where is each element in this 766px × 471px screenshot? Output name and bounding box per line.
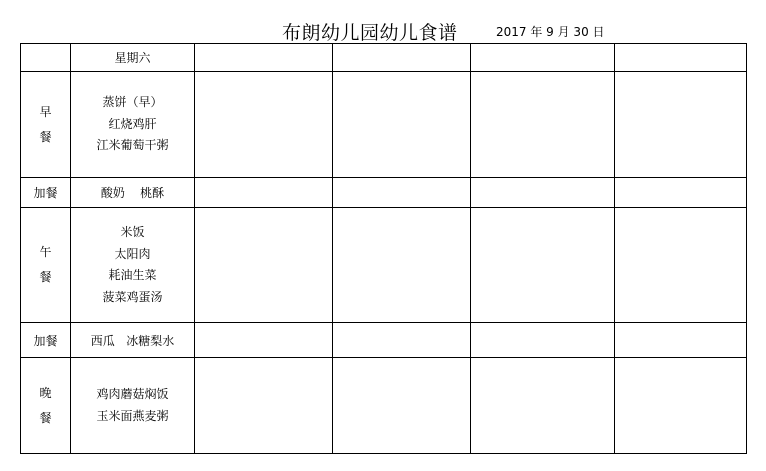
empty-cell (195, 323, 333, 358)
meal-header-cell (21, 44, 71, 72)
empty-cell (195, 72, 333, 178)
menu-date: 2017 年 9 月 30 日 (496, 25, 605, 39)
menu-item: 红烧鸡肝 (108, 116, 157, 131)
menu-item: 江米葡萄干粥 (96, 138, 169, 153)
menu-item: 菠菜鸡蛋汤 (102, 289, 163, 304)
menu-items-dinner (71, 358, 195, 454)
table-row-snack-afternoon (21, 323, 747, 358)
meal-label-dinner: 晚 餐 (21, 358, 71, 454)
empty-cell (333, 323, 471, 358)
menu-table (20, 43, 747, 454)
empty-cell (615, 358, 747, 454)
day-header-cell: 星期六 (71, 44, 195, 72)
empty-cell (615, 323, 747, 358)
table-row-snack-morning (21, 178, 747, 208)
empty-cell (471, 178, 615, 208)
table-row-breakfast (21, 72, 747, 178)
empty-cell (615, 72, 747, 178)
empty-cell (195, 358, 333, 454)
empty-cell (471, 323, 615, 358)
empty-cell (615, 44, 747, 72)
empty-cell (333, 72, 471, 178)
empty-cell (471, 358, 615, 454)
empty-cell (471, 44, 615, 72)
empty-cell (471, 72, 615, 178)
empty-cell (615, 178, 747, 208)
empty-cell (471, 208, 615, 323)
meal-label-breakfast: 早 餐 (21, 72, 71, 178)
empty-cell (615, 208, 747, 323)
meal-label-snack: 加餐 (21, 323, 71, 358)
menu-item: 鸡肉蘑菇焖饭 (96, 387, 169, 401)
table-row-dinner (21, 358, 747, 454)
menu-item: 耗油生菜 (108, 268, 157, 282)
menu-item: 米饭 (120, 225, 145, 239)
empty-cell (333, 358, 471, 454)
table-row-lunch (21, 208, 747, 323)
menu-items-snack: 酸奶 桃酥 (71, 178, 195, 208)
menu-item: 太阳肉 (114, 246, 151, 261)
menu-items-snack: 西瓜 冰糖梨水 (71, 323, 195, 358)
empty-cell (195, 208, 333, 323)
menu-items-lunch (71, 208, 195, 323)
table-header-row (21, 44, 747, 72)
meal-label-lunch: 午 餐 (21, 208, 71, 323)
empty-cell (333, 208, 471, 323)
menu-item: 蒸饼（早） (102, 95, 163, 110)
empty-cell (195, 44, 333, 72)
empty-cell (195, 178, 333, 208)
menu-items-breakfast (71, 72, 195, 178)
page-title: 布朗幼儿园幼儿食谱 (282, 22, 458, 44)
meal-label-snack: 加餐 (21, 178, 71, 208)
empty-cell (333, 44, 471, 72)
menu-item: 玉米面燕麦粥 (96, 408, 169, 423)
empty-cell (333, 178, 471, 208)
